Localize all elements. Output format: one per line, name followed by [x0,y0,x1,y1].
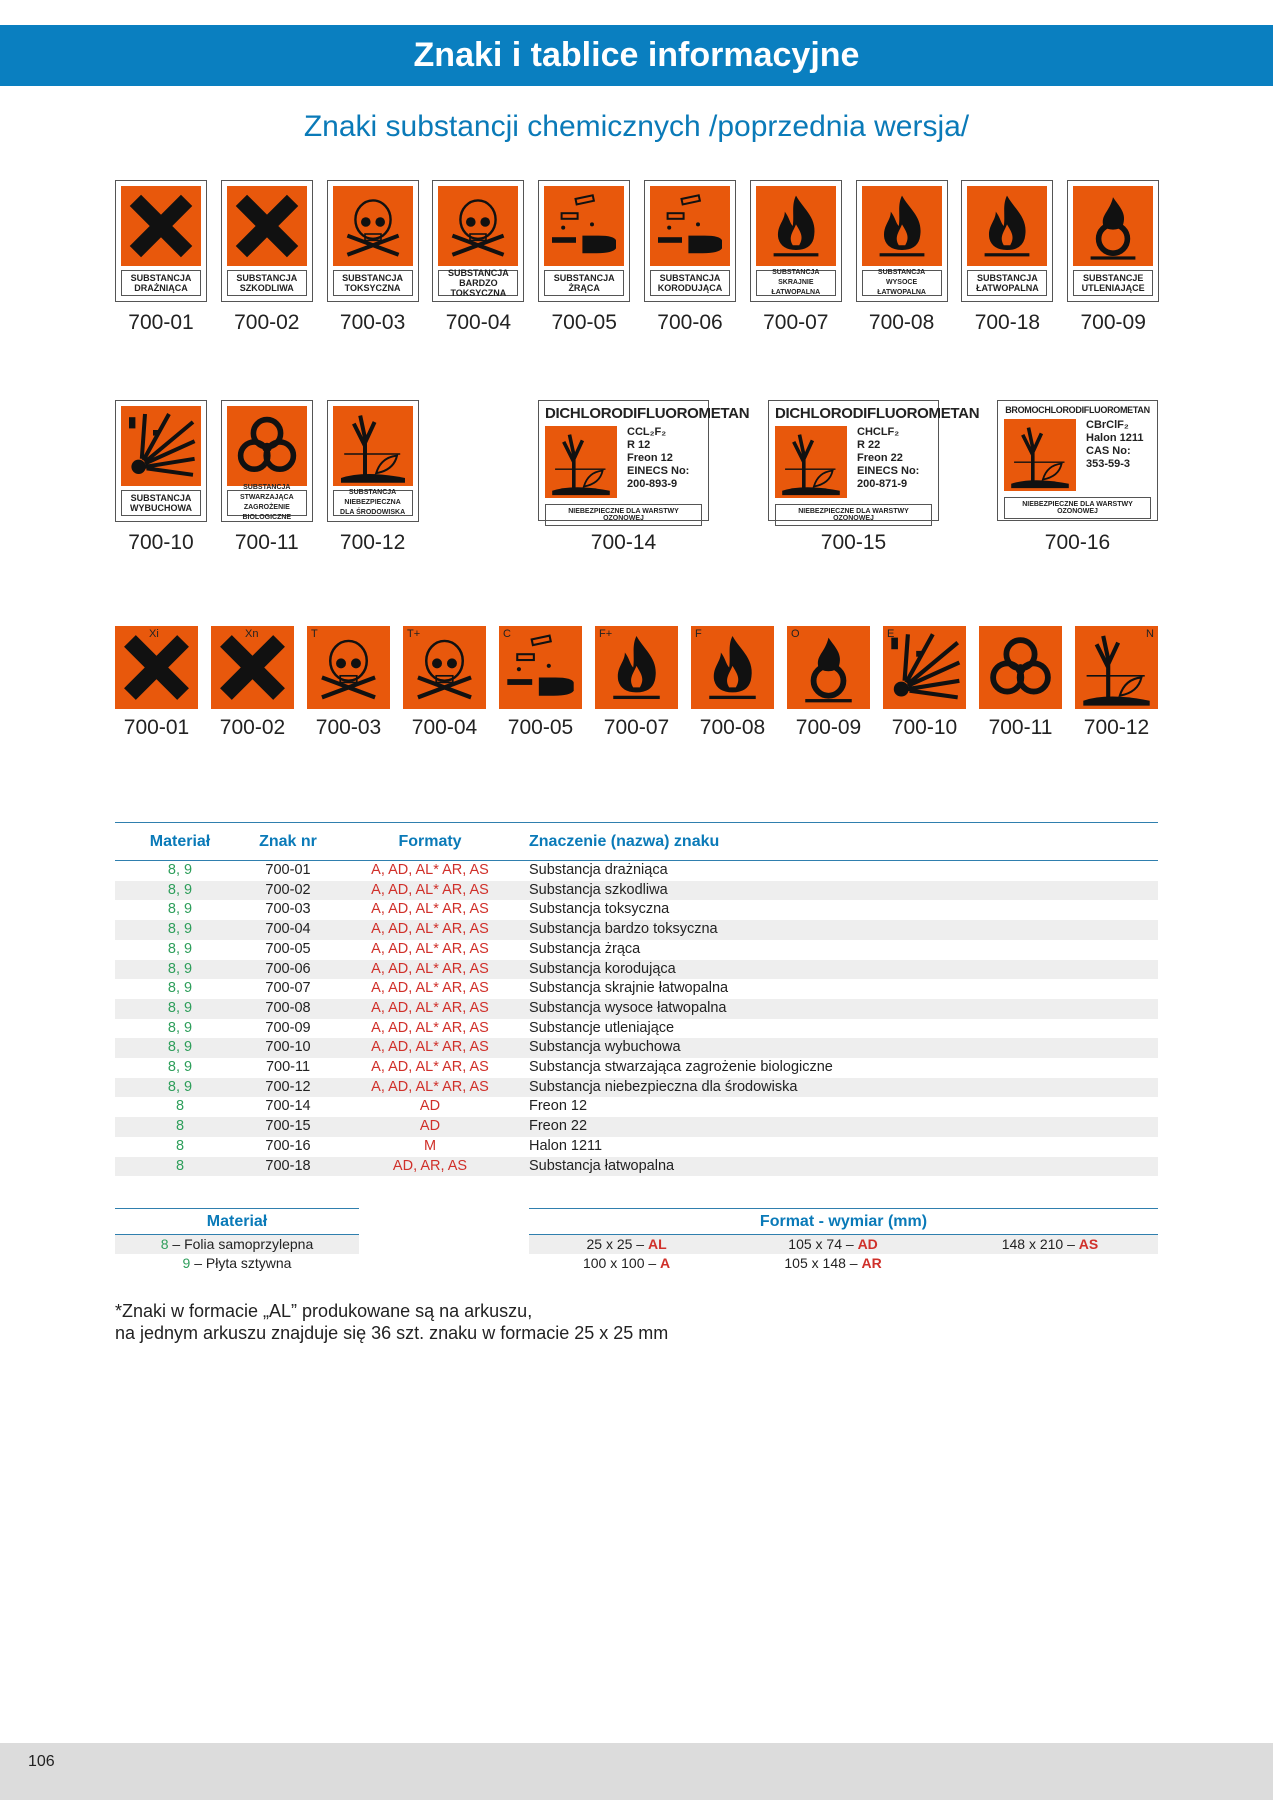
formats-cell: A, AD, AL* AR, AS [331,1038,529,1058]
sign-label: SUBSTANCJA ŁATWOPALNA [967,270,1047,296]
hazard-sign-700-15 [768,400,980,522]
material-item: 8 – Folia samoprzylepna [115,1235,359,1254]
table-row [115,861,1158,881]
formats-cell: A, AD, AL* AR, AS [371,1019,489,1036]
meaning-cell: Halon 1211 [529,1137,603,1154]
table-row [115,1058,1158,1078]
formats-cell: A, AD, AL* AR, AS [371,940,489,957]
sign-code: 700-12 [339,531,406,554]
x-icon [121,186,201,266]
meaning-cell: Substancja żrąca [529,940,641,957]
hazard-letter: Xi [149,628,159,640]
hazard-symbol-700-09 [787,626,870,709]
hazard-sign-700-18 [961,180,1053,302]
table-row [115,960,1158,980]
sign-code: 700-10 [128,531,194,554]
environment-icon [333,406,413,486]
sign-code: 700-09 [1080,311,1146,334]
material-cell: 8, 9 [115,1038,245,1058]
table-row [115,1117,1158,1137]
sign-no-cell: 700-16 [265,1137,311,1154]
sign-code: 700-10 [891,716,958,739]
material-cell: 8, 9 [167,901,193,918]
sign-code: 700-12 [1083,716,1150,739]
biohazard-icon [979,626,1062,709]
sign-no-cell: 700-04 [245,920,331,940]
hazard-symbol-700-05 [499,626,582,709]
flame-icon [691,626,774,709]
environment-icon [1004,419,1076,491]
hazard-letter: N [1146,628,1154,640]
footnote: *Znaki w formacie „AL” produkowane są na arkuszu, na jednym arkuszu znajduje się 36 szt. znaku w formacie 25 x 25 mm [115,1301,669,1343]
corrosive-icon [650,186,730,266]
table-row [115,881,1158,901]
material-cell: 8 [175,1137,185,1154]
sign-no-cell: 700-11 [265,1059,311,1076]
sign-no-cell: 700-12 [245,1078,331,1098]
meaning-cell: Substancja drażniąca [529,862,668,878]
hazard-sign-700-11 [221,400,313,522]
hazard-sign-700-01 [115,180,207,302]
hazard-symbol-700-03 [307,626,390,709]
meaning-cell: Substancja szkodliwa [529,881,1158,901]
sign-code: 700-16 [1044,531,1111,554]
material-cell: 8 [115,1117,245,1137]
meaning-cell: Substancje utleniające [529,1019,675,1036]
hazard-symbol-700-08 [691,626,774,709]
table-row [115,1019,1158,1039]
signs-table [115,822,1158,1176]
col-material: Materiał [115,823,245,861]
hazard-letter: F [695,628,702,640]
formats-cell: AD [419,1098,441,1115]
format-item [942,1254,1158,1273]
table-row [115,1157,1158,1177]
material-item: 9 – Płyta sztywna [182,1255,292,1271]
material-cell: 8, 9 [115,881,245,901]
sign-code: 700-01 [123,716,190,739]
hazard-sign-700-06 [644,180,736,302]
sign-code: 700-05 [507,716,574,739]
flame-icon [967,186,1047,266]
formats-cell: A, AD, AL* AR, AS [331,881,529,901]
sign-code: 700-07 [603,716,670,739]
corrosive-icon [544,186,624,266]
table-row [115,1078,1158,1098]
sign-no-cell: 700-07 [265,980,311,997]
format-legend-title: Format - wymiar (mm) [529,1209,1158,1235]
format-item: 100 x 100 – A [582,1255,671,1271]
hazard-letter: C [503,628,511,640]
col-meaning: Znaczenie (nazwa) znaku [529,823,1158,861]
sign-warning: NIEBEZPIECZNE DLA WARSTWY OZONOWEJ [775,504,932,526]
sign-no-cell: 700-01 [265,862,311,878]
col-formats: Formaty [331,823,529,861]
formats-cell: M [423,1137,437,1154]
hazard-sign-700-08 [856,180,948,302]
sign-code: 700-11 [234,531,299,554]
hazard-symbol-700-04 [403,626,486,709]
hazard-symbol-700-10 [883,626,966,709]
material-cell: 8, 9 [167,1059,193,1076]
sign-code: 700-18 [974,311,1041,334]
sign-no-cell: 700-06 [245,960,331,980]
hazard-symbol-700-02 [211,626,294,709]
sign-code: 700-06 [657,311,723,334]
skull-icon [333,186,413,266]
formats-cell: A, AD, AL* AR, AS [331,960,529,980]
sign-code: 700-02 [234,311,300,334]
meaning-cell: Substancja bardzo toksyczna [529,920,1158,940]
environment-icon [775,426,847,498]
hazard-symbol-700-12 [1075,626,1158,709]
table-row [115,979,1158,999]
meaning-cell: Substancja toksyczna [529,901,670,918]
hazard-symbol-700-11 [979,626,1062,709]
sign-title: DICHLORODIFLUOROMETAN [775,405,980,422]
table-row [115,1097,1158,1117]
skull-icon [438,186,518,266]
formats-cell: A, AD, AL* AR, AS [331,920,529,940]
flame-icon [756,186,836,266]
sign-code: 700-03 [339,311,406,334]
table-row [115,1137,1158,1157]
format-item: 105 x 74 – AD [724,1235,942,1254]
meaning-cell: Freon 12 [529,1098,588,1115]
material-cell: 8, 9 [167,940,193,957]
sign-code: 700-04 [411,716,478,739]
sign-no-cell: 700-10 [245,1038,331,1058]
flame-icon [862,186,942,266]
sign-label: SUBSTANCJA DRAŻNIĄCA [121,270,201,296]
sign-no-cell: 700-03 [265,901,311,918]
sign-no-cell: 700-15 [245,1117,331,1137]
sign-label: SUBSTANCJA WYBUCHOWA [121,490,201,516]
hazard-sign-700-10 [115,400,207,522]
meaning-cell: Substancja wysoce łatwopalna [529,999,1158,1019]
sign-no-cell: 700-14 [265,1098,311,1115]
table-row [115,920,1158,940]
meaning-cell: Substancja skrajnie łatwopalna [529,980,729,997]
sign-label: SUBSTANCJA SZKODLIWA [227,270,307,296]
material-cell: 8, 9 [167,980,193,997]
sign-code: 700-01 [128,311,194,334]
sign-label: SUBSTANCJA WYSOCE ŁATWOPALNA [862,270,942,296]
sign-code: 700-02 [219,716,286,739]
sign-no-cell: 700-05 [265,940,311,957]
material-cell: 8, 9 [115,920,245,940]
sign-label: SUBSTANCJA STWARZAJĄCA ZAGROŻENIE BIOLOGICZNE [227,490,307,516]
formats-cell: A, AD, AL* AR, AS [371,901,489,918]
sign-code: 700-03 [315,716,382,739]
hazard-sign-700-04 [432,180,524,302]
sign-label: SUBSTANCJA TOKSYCZNA [333,270,413,296]
table-row [115,940,1158,960]
hazard-sign-700-16 [997,400,1158,521]
hazard-letter: E [887,628,895,640]
hazard-sign-700-02 [221,180,313,302]
x-icon [227,186,307,266]
material-cell: 8, 9 [115,960,245,980]
oxidizer-icon [1073,186,1153,266]
hazard-letter: O [791,628,800,640]
sign-label: SUBSTANCJA BARDZO TOKSYCZNA [438,270,518,296]
sign-code: 700-14 [590,531,657,554]
material-legend-title: Materiał [115,1209,359,1235]
hazard-sign-700-09 [1067,180,1159,302]
sign-code: 700-15 [820,531,887,554]
sign-code: 700-11 [988,716,1053,739]
formats-cell: A, AD, AL* AR, AS [371,862,489,878]
sign-code: 700-04 [445,311,512,334]
format-item: 105 x 148 – AR [784,1255,882,1271]
sign-label: SUBSTANCJE UTLENIAJĄCE [1073,270,1153,296]
sign-code: 700-09 [795,716,862,739]
sign-label: SUBSTANCJA ŻRĄCA [544,270,624,296]
page-footer [0,1743,1273,1800]
sign-label: SUBSTANCJA KORODUJĄCA [650,270,730,296]
sign-no-cell: 700-18 [245,1157,331,1177]
sign-warning: NIEBEZPIECZNE DLA WARSTWY OZONOWEJ [545,504,702,526]
page-header: Znaki i tablice informacyjne [0,25,1273,86]
table-row [115,900,1158,920]
col-sign-no: Znak nr [245,823,331,861]
material-legend [115,1208,359,1273]
skull-icon [307,626,390,709]
material-cell: 8, 9 [167,1019,193,1036]
sign-no-cell: 700-08 [245,999,331,1019]
formats-cell: A, AD, AL* AR, AS [371,1059,489,1076]
hazard-symbol-700-01 [115,626,198,709]
hazard-symbol-700-07 [595,626,678,709]
sign-label: SUBSTANCJA NIEBEZPIECZNA DLA ŚRODOWISKA [333,490,413,516]
sign-no-cell: 700-09 [265,1019,311,1036]
hazard-sign-700-07 [750,180,842,302]
hazard-letter: Xn [245,628,259,640]
format-item: 25 x 25 – AL [529,1235,724,1254]
formats-cell: AD, AR, AS [331,1157,529,1177]
explosive-icon [121,406,201,486]
sign-warning: NIEBEZPIECZNE DLA WARSTWY OZONOWEJ [1004,497,1151,519]
format-legend [529,1208,1158,1273]
hazard-letter: F+ [599,628,613,640]
sign-title: BROMOCHLORODIFLUOROMETAN [1005,405,1150,415]
formats-cell: A, AD, AL* AR, AS [331,999,529,1019]
section-title: Znaki substancji chemicznych /poprzednia wersja/ [303,110,970,143]
hazard-letter: T+ [407,628,421,640]
hazard-sign-700-03 [327,180,419,302]
material-cell: 8 [115,1157,245,1177]
explosive-icon [883,626,966,709]
hazard-sign-700-12 [327,400,419,522]
meaning-cell: Freon 22 [529,1117,1158,1137]
formats-cell: A, AD, AL* AR, AS [331,1078,529,1098]
sign-code: 700-07 [763,311,829,334]
hazard-sign-700-05 [538,180,630,302]
sign-code: 700-05 [551,311,617,334]
meaning-cell: Substancja stwarzająca zagrożenie biologiczne [529,1059,833,1076]
sign-no-cell: 700-02 [245,881,331,901]
material-cell: 8 [175,1098,185,1115]
material-cell: 8, 9 [115,999,245,1019]
environment-icon [545,426,617,498]
table-row [115,999,1158,1019]
formats-cell: AD [331,1117,529,1137]
format-item: 148 x 210 – AS [942,1235,1158,1254]
formats-cell: A, AD, AL* AR, AS [371,980,489,997]
sign-label: SUBSTANCJA SKRAJNIE ŁATWOPALNA [756,270,836,296]
hazard-sign-700-14 [538,400,750,522]
table-row [115,1038,1158,1058]
sign-text: CCL₂F₂ R 12 Freon 12 EINECS No: 200-893-9 [627,426,690,490]
biohazard-icon [227,406,307,486]
corrosive-icon [499,626,582,709]
meaning-cell: Substancja wybuchowa [529,1038,1158,1058]
material-cell: 8, 9 [167,862,193,878]
meaning-cell: Substancja łatwopalna [529,1157,1158,1177]
page-number: 106 [28,1753,55,1770]
hazard-letter: T [311,628,318,640]
meaning-cell: Substancja niebezpieczna dla środowiska [529,1078,1158,1098]
material-cell: 8, 9 [115,1078,245,1098]
sign-title: DICHLORODIFLUOROMETAN [545,405,750,422]
sign-code: 700-08 [699,716,766,739]
sign-text: CHCLF₂ R 22 Freon 22 EINECS No: 200-871-9 [857,426,920,490]
sign-code: 700-08 [868,311,935,334]
sign-text: CBrClF₂ Halon 1211 CAS No: 353-59-3 [1086,419,1144,470]
meaning-cell: Substancja korodująca [529,960,1158,980]
